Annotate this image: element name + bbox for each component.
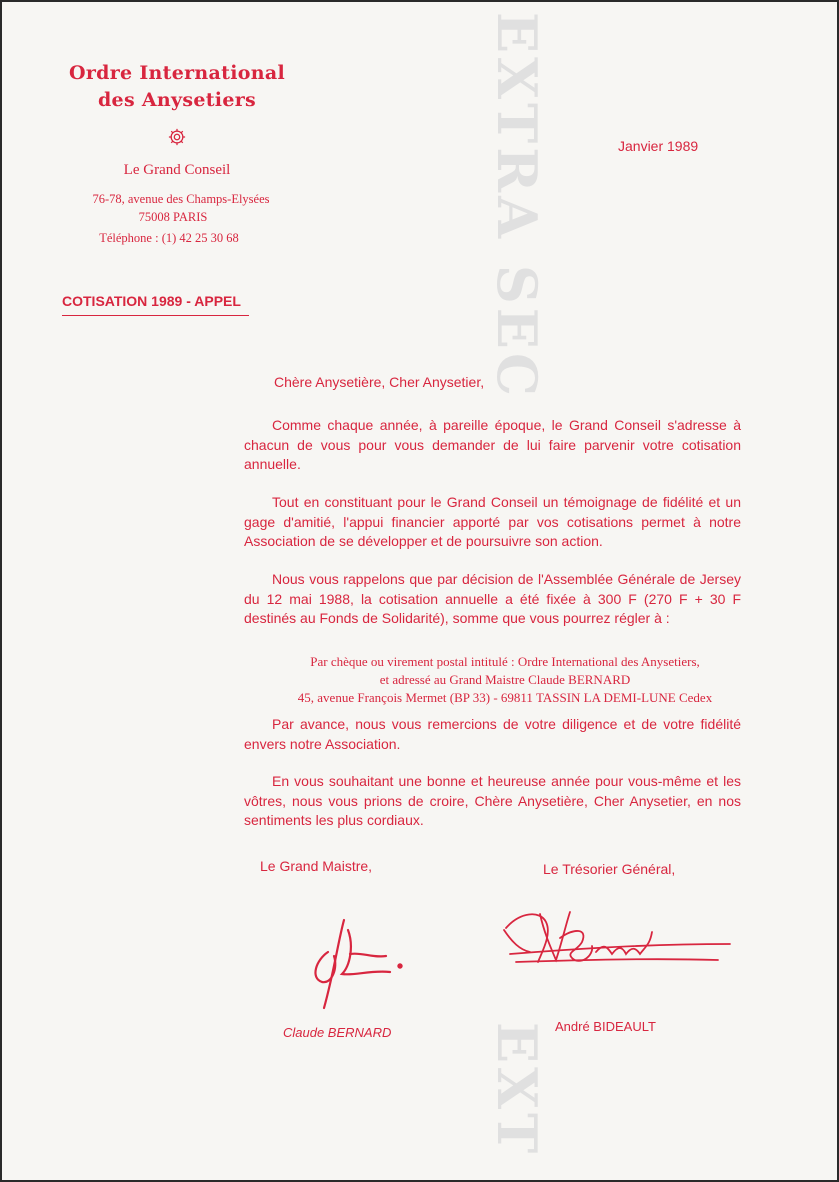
right-signatory-title: Le Trésorier Général, <box>543 861 676 877</box>
left-signatory-title: Le Grand Maistre, <box>260 858 373 874</box>
address-street: 76-78, avenue des Champs-Elysées <box>92 192 270 206</box>
paragraph-4-text: Par avance, nous vous remercions de votre diligence et de votre fidélité envers notre Association. <box>244 716 741 752</box>
paragraph-5 <box>244 772 741 831</box>
org-name-line2: des Anysetiers <box>97 89 257 111</box>
right-signature <box>500 902 736 980</box>
address-block <box>42 190 312 247</box>
payment-instructions <box>262 653 748 707</box>
paragraph-2 <box>244 493 741 552</box>
salutation: Chère Anysetière, Cher Anysetier, <box>274 374 485 390</box>
left-signature <box>298 912 408 1022</box>
rosette-icon <box>168 128 186 146</box>
paragraph-5-text: En vous souhaitant une bonne et heureuse année pour vous-même et les vôtres, nous vous prions de croire, Chère Anysetière, Cher Anysetier, en nos sentiments les plus cordiaux. <box>244 773 741 828</box>
watermark-text-lower: EXT <box>485 1022 549 1158</box>
paragraph-4 <box>244 715 741 754</box>
address-city: 75008 PARIS <box>138 210 208 224</box>
paragraph-2-text: Tout en constituant pour le Grand Conseil un témoignage de fidélité et un gage d'amitié, l'appui financier apporté par vos cotisations permet à notre Association de se développer et de poursuivre son action. <box>244 494 741 549</box>
letter-date: Janvier 1989 <box>618 138 699 154</box>
letter-page <box>2 2 837 1180</box>
payment-line-2: et adressé au Grand Maistre Claude BERNARD <box>379 672 631 687</box>
paragraph-3-text: Nous vous rappelons que par décision de l'Assemblée Générale de Jersey du 12 mai 1988, la cotisation annuelle a été fixée à 300 F (270 F + 30 F destinés au Fonds de Solidarité), somme que vous pourrez régler à : <box>244 571 741 626</box>
watermark-text-upper: EXTRA SEC <box>485 12 549 400</box>
address-phone: Téléphone : (1) 42 25 30 68 <box>99 231 239 245</box>
org-name-line1: Ordre International <box>69 62 285 84</box>
paragraph-1 <box>244 416 741 475</box>
right-signatory-name: André BIDEAULT <box>555 1019 656 1034</box>
payment-line-1: Par chèque ou virement postal intitulé : Ordre International des Anysetiers, <box>310 654 700 669</box>
left-signatory-name: Claude BERNARD <box>283 1025 392 1040</box>
paragraph-1-text: Comme chaque année, à pareille époque, le Grand Conseil s'adresse à chacun de vous pour vous demander de lui faire parvenir votre cotisation annuelle. <box>244 417 741 472</box>
paragraph-3 <box>244 570 741 629</box>
subject-line: COTISATION 1989 - APPEL <box>62 293 249 316</box>
council-name: Le Grand Conseil <box>123 162 231 178</box>
letterhead <box>42 60 312 247</box>
payment-line-3: 45, avenue François Mermet (BP 33) - 69811 TASSIN LA DEMI-LUNE Cedex <box>297 690 713 705</box>
